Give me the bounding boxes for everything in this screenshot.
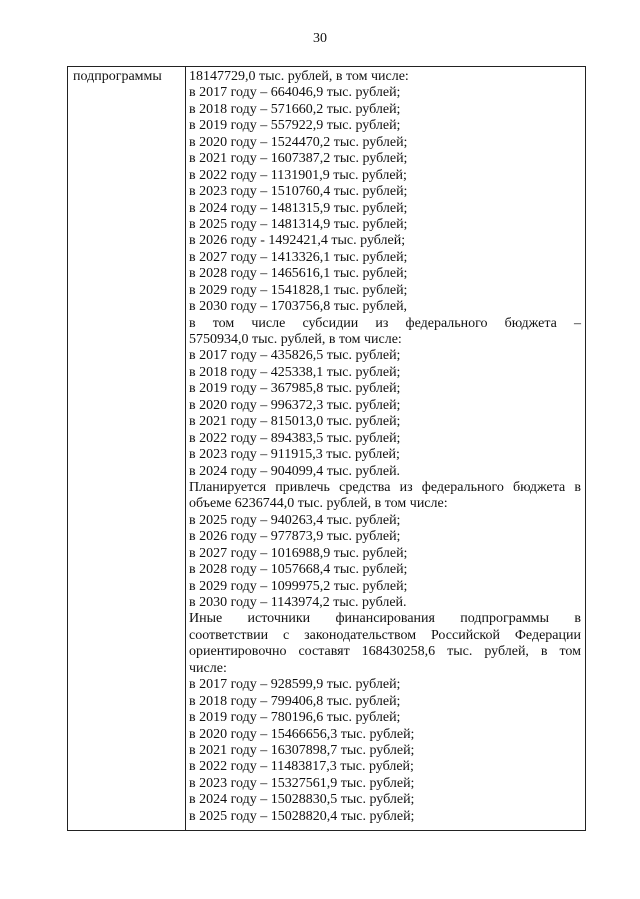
text-line: числе: — [189, 660, 227, 676]
text-line: в 2023 году – 1510760,4 тыс. рублей; — [189, 184, 408, 200]
row-label: подпрограммы — [73, 69, 162, 84]
text-line: в 2022 году – 894383,5 тыс. рублей; — [189, 430, 401, 446]
text-line: в 2018 году – 425338,1 тыс. рублей; — [189, 364, 401, 380]
financing-table — [67, 66, 586, 831]
text-line: в 2020 году – 15466656,3 тыс. рублей; — [189, 726, 415, 742]
page-number: 30 — [313, 31, 327, 46]
text-line: в 2024 году – 15028830,5 тыс. рублей; — [189, 792, 415, 808]
text-line: в 2025 году – 15028820,4 тыс. рублей; — [189, 808, 415, 824]
text-line: в 2024 году – 904099,4 тыс. рублей. — [189, 463, 401, 479]
text-line: в 2022 году – 11483817,3 тыс. рублей; — [189, 759, 414, 775]
text-line: в 2017 году – 664046,9 тыс. рублей; — [189, 85, 401, 101]
text-line: ориентировочно составят 168430258,6 тыс. рублей, в том — [189, 644, 581, 660]
text-line: в том числе субсидии из федерального бюджета – — [189, 315, 581, 331]
text-line: Иные источники финансирования подпрограммы в — [189, 611, 581, 627]
text-line: в 2020 году – 1524470,2 тыс. рублей; — [189, 134, 408, 150]
financing-text — [189, 69, 581, 825]
text-line: соответствии с законодательством Российской Федерации — [189, 627, 581, 643]
text-line: объеме 6236744,0 тыс. рублей, в том числе: — [189, 496, 448, 512]
text-line: в 2030 году – 1143974,2 тыс. рублей. — [189, 595, 407, 610]
text-line: в 2029 году – 1541828,1 тыс. рублей; — [189, 282, 408, 298]
text-line: в 2017 году – 435826,5 тыс. рублей; — [189, 348, 401, 364]
text-line: в 2024 году – 1481315,9 тыс. рублей; — [189, 200, 408, 216]
text-line: в 2025 году – 1481314,9 тыс. рублей; — [189, 216, 408, 232]
text-line: в 2030 году – 1703756,8 тыс. рублей, — [189, 299, 408, 315]
text-line: в 2017 году – 928599,9 тыс. рублей; — [189, 677, 401, 693]
text-line: в 2018 году – 571660,2 тыс. рублей; — [189, 101, 401, 117]
text-line: в 2019 году – 367985,8 тыс. рублей; — [189, 381, 401, 397]
text-line: в 2021 году – 1607387,2 тыс. рублей; — [189, 151, 408, 167]
text-line: 5750934,0 тыс. рублей, в том числе: — [189, 332, 402, 347]
text-line: в 2025 году – 940263,4 тыс. рублей; — [189, 512, 401, 528]
text-line: в 2019 году – 557922,9 тыс. рублей; — [189, 118, 401, 134]
text-line: в 2023 году – 911915,3 тыс. рублей; — [189, 447, 400, 463]
text-line: в 2021 году – 16307898,7 тыс. рублей; — [189, 742, 415, 758]
text-line: в 2026 году - 1492421,4 тыс. рублей; — [189, 233, 406, 249]
text-line: в 2028 году – 1465616,1 тыс. рублей; — [189, 266, 408, 282]
text-line: в 2020 году – 996372,3 тыс. рублей; — [189, 397, 401, 413]
column-divider — [185, 67, 186, 830]
text-line: в 2029 году – 1099975,2 тыс. рублей; — [189, 578, 408, 594]
text-line: в 2028 году – 1057668,4 тыс. рублей; — [189, 562, 408, 578]
text-line: 18147729,0 тыс. рублей, в том числе: — [189, 69, 409, 84]
text-line: в 2027 году – 1413326,1 тыс. рублей; — [189, 249, 408, 265]
text-line: в 2021 году – 815013,0 тыс. рублей; — [189, 414, 401, 430]
text-line: в 2023 году – 15327561,9 тыс. рублей; — [189, 775, 415, 791]
text-line: в 2026 году – 977873,9 тыс. рублей; — [189, 529, 401, 545]
text-line: Планируется привлечь средства из федерального бюджета в — [189, 479, 581, 495]
text-line: в 2027 году – 1016988,9 тыс. рублей; — [189, 545, 408, 561]
text-line: в 2019 году – 780196,6 тыс. рублей; — [189, 710, 401, 726]
text-line: в 2022 году – 1131901,9 тыс. рублей; — [189, 167, 407, 183]
text-line: в 2018 году – 799406,8 тыс. рублей; — [189, 693, 401, 709]
